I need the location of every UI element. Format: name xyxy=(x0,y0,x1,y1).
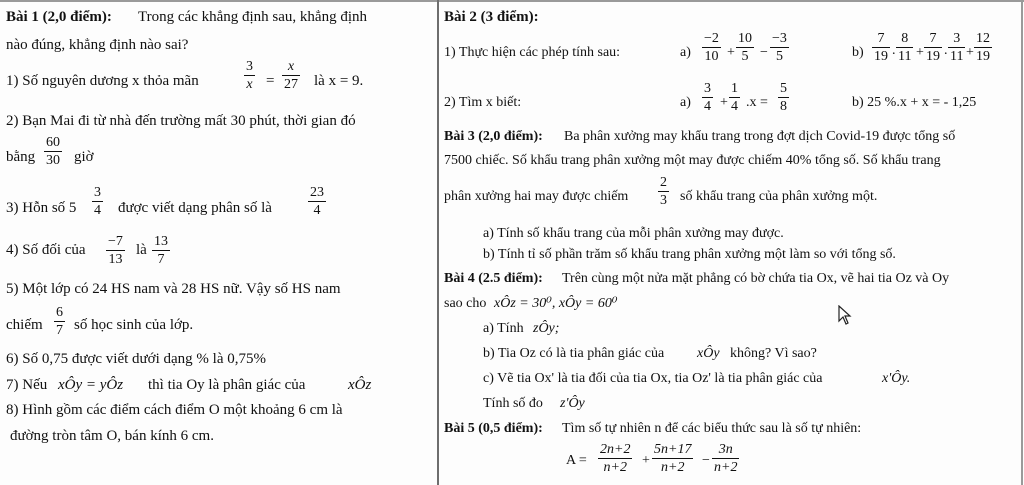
bai4-line-2-pre: sao cho xyxy=(444,296,487,311)
q2a-op: + xyxy=(720,95,728,110)
statement-2-pre: bằng xyxy=(6,149,36,165)
bai3-line-3-post: số khẩu trang của phân xưởng một. xyxy=(680,189,878,204)
statement-4-mid: là xyxy=(136,242,147,258)
s2-frac: $\frac{60}{30}$ xyxy=(46,135,60,168)
statement-5-post: số học sinh của lớp. xyxy=(74,317,194,333)
s1-equals: = xyxy=(266,73,275,89)
q1a-op-1: + xyxy=(727,45,735,60)
bai3-line-1: Ba phân xưởng may khẩu trang trong đợt dịch Covid-19 được tổng số xyxy=(564,129,956,144)
q1a-frac-3: $\frac{-3}{5}$ xyxy=(772,31,787,64)
bai4-c2-pre: Tính số đo xyxy=(483,396,543,411)
q1b-dot-1: . xyxy=(892,43,896,58)
bai4-c: c) Vẽ tia Ox' là tia đối của tia Ox, tia Oz' là tia phân giác của xyxy=(483,371,823,386)
bai4-line-2-math: xÔz = 30⁰, xÔy = 60⁰ xyxy=(494,296,618,311)
statement-2-post: giờ xyxy=(74,149,94,165)
statement-1-result: là x = 9. xyxy=(314,73,364,89)
bai1-intro-1: Trong các khẳng định sau, khẳng định xyxy=(138,9,367,25)
bai2-q2-text: 2) Tìm x biết: xyxy=(444,95,522,110)
bai3-b: b) Tính tỉ số phần trăm số khẩu trang phân xưởng một làm so với tổng số. xyxy=(483,247,896,262)
bai2-title: Bài 2 (3 điểm): xyxy=(444,9,539,25)
right-border xyxy=(1021,0,1023,485)
statement-5-pre: chiếm xyxy=(6,317,43,333)
q1a-frac-2: $\frac{10}{5}$ xyxy=(738,31,752,64)
q1b-frac-1: $\frac{7}{19}$ xyxy=(874,31,888,64)
s4-frac: $\frac{-7}{13}$ xyxy=(108,234,123,267)
statement-2-line1: 2) Bạn Mai đi từ nhà đến trường mất 30 phút, thời gian đó xyxy=(6,113,356,129)
q1b-op-2: + xyxy=(966,45,974,60)
bai2-q2a-label: a) xyxy=(680,95,691,110)
bai5-frac-1: $\frac{2n+2}{n+2}$ xyxy=(600,442,631,475)
statement-3-pre: 3) Hỗn số 5 xyxy=(6,200,77,216)
bai5-frac-2: $\frac{5n+17}{n+2}$ xyxy=(654,442,692,475)
q1b-frac-5: $\frac{12}{19}$ xyxy=(976,31,990,64)
q1b-frac-3: $\frac{7}{19}$ xyxy=(926,31,940,64)
bai4-a-math: zÔy; xyxy=(533,321,560,336)
bai2-q1a-label: a) xyxy=(680,45,691,60)
bai4-title: Bài 4 (2.5 điểm): xyxy=(444,271,543,286)
statement-8-line2: đường tròn tâm O, bán kính 6 cm. xyxy=(10,428,214,444)
bai4-b-math: xÔy xyxy=(697,346,720,361)
statement-7-math-2: xÔz xyxy=(348,377,372,393)
bai5-A: A = xyxy=(566,453,587,468)
statement-5-line1: 5) Một lớp có 24 HS nam và 28 HS nữ. Vậy số HS nam xyxy=(6,281,341,297)
statement-7-mid: thì tia Oy là phân giác của xyxy=(148,377,306,393)
q2a-mid: .x = xyxy=(746,95,768,110)
bai2-q2b: b) 25 %.x + x = - 1,25 xyxy=(852,95,977,110)
q1b-frac-4: $\frac{3}{11}$ xyxy=(950,31,964,64)
statement-3-mid: được viết dạng phân số là xyxy=(118,200,272,216)
s3-frac: $\frac{3}{4}$ xyxy=(94,185,101,218)
bai1-intro-2: nào đúng, khẳng định nào sai? xyxy=(6,37,189,53)
bai4-a-pre: a) Tính xyxy=(483,321,524,336)
q2a-frac-3: $\frac{5}{8}$ xyxy=(780,81,787,114)
bai3-title: Bài 3 (2,0 điểm): xyxy=(444,129,543,144)
statement-8-line1: 8) Hình gồm các điểm cách điểm O một khoảng 6 cm là xyxy=(6,402,343,418)
bai4-b-post: không? Vì sao? xyxy=(730,346,817,361)
bai5-op-1: + xyxy=(642,453,650,468)
q1b-frac-2: $\frac{8}{11}$ xyxy=(898,31,912,64)
bai3-line-2: 7500 chiếc. Số khẩu trang phân xưởng một may được chiếm 40% tổng số. Số khẩu trang xyxy=(444,153,941,168)
s1-frac-1: $\frac{3}{x}$ xyxy=(246,59,253,92)
bai5-frac-3: $\frac{3n}{n+2}$ xyxy=(714,442,738,475)
q1a-frac-1: $\frac{-2}{10}$ xyxy=(704,31,719,64)
statement-4-pre: 4) Số đối của xyxy=(6,242,86,258)
s1-frac-2: $\frac{x}{27}$ xyxy=(284,59,298,92)
statement-7-pre: 7) Nếu xyxy=(6,377,48,393)
bai1-title: Bài 1 (2,0 điểm): xyxy=(6,9,112,25)
column-divider xyxy=(437,0,439,485)
q1a-op-2: − xyxy=(760,45,768,60)
bai4-c2-math: z'Ôy xyxy=(560,396,585,411)
q1b-dot-2: . xyxy=(944,43,948,58)
statement-1-text: 1) Số nguyên dương x thỏa mãn xyxy=(6,73,199,89)
bai5-title: Bài 5 (0,5 điểm): xyxy=(444,421,543,436)
s4-frac-2: $\frac{13}{7}$ xyxy=(154,234,168,267)
bai4-b-pre: b) Tia Oz có là tia phân giác của xyxy=(483,346,665,361)
bai4-c-math: x'Ôy. xyxy=(882,371,911,386)
bai4-line-1: Trên cùng một nửa mặt phẳng có bờ chứa tia Ox, vẽ hai tia Oz và Oy xyxy=(562,271,950,286)
statement-6: 6) Số 0,75 được viết dưới dạng % là 0,75% xyxy=(6,351,267,367)
bai2-q1b-label: b) xyxy=(852,45,864,60)
mouse-pointer-icon xyxy=(838,305,852,325)
bai3-a: a) Tính số khẩu trang của mỗi phân xưởng may được. xyxy=(483,226,784,241)
q1b-op-1: + xyxy=(916,45,924,60)
q2a-frac-2: $\frac{1}{4}$ xyxy=(731,81,738,114)
bai3-line-3-pre: phân xưởng hai may được chiếm xyxy=(444,189,629,204)
statement-7-math-1: xÔy = yÔz xyxy=(58,377,124,393)
s3-frac-2: $\frac{23}{4}$ xyxy=(310,185,324,218)
bai3-frac: $\frac{2}{3}$ xyxy=(660,175,667,208)
s5-frac: $\frac{6}{7}$ xyxy=(56,305,63,338)
q2a-frac-1: $\frac{3}{4}$ xyxy=(704,81,711,114)
bai5-op-2: − xyxy=(702,453,710,468)
bai5-text: Tìm số tự nhiên n để các biểu thức sau là số tự nhiên: xyxy=(562,421,862,436)
top-border xyxy=(0,0,1024,2)
bai2-q1-text: 1) Thực hiện các phép tính sau: xyxy=(444,45,621,60)
